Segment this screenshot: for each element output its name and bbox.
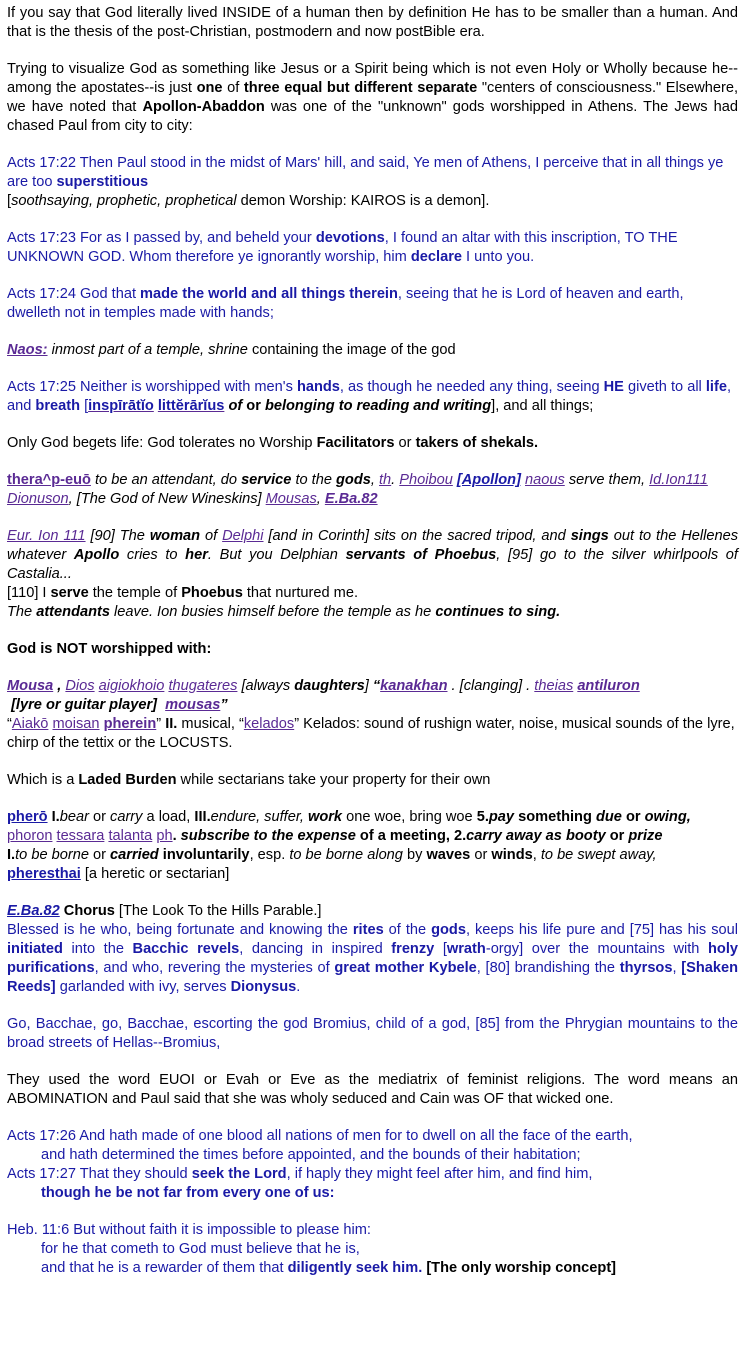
text: “ [372, 678, 381, 694]
emphasis: subscribe to the expense [180, 828, 356, 844]
emphasis: III. [194, 809, 211, 825]
emphasis: continues to sing. [435, 604, 561, 620]
text: ], and all things; [491, 398, 594, 414]
link-delphi[interactable]: Delphi [222, 528, 264, 544]
emphasis: servants of Phoebus [345, 547, 497, 563]
link-inspiratio[interactable]: inspīrātĭo [88, 398, 154, 414]
paragraph-naos [7, 341, 738, 360]
emphasis: something [514, 809, 596, 825]
emphasis: 5. [476, 809, 489, 825]
emphasis: gods [336, 472, 371, 488]
italic-text: . But you Delphian [207, 547, 346, 563]
link-naous[interactable]: naous [525, 472, 565, 488]
emphasis: [lyre or guitar player] [11, 697, 158, 713]
link-mousas[interactable]: Mousas [265, 491, 317, 507]
italic-text: inmost part of a temple, shrine [47, 342, 248, 358]
text: ” Kelados: sound of rushign water, noise, musical sounds of the lyre, chirp of the tettix or the LOCUSTS. [7, 716, 735, 751]
paragraph-acts-17-26-27 [7, 1127, 738, 1203]
emphasis: Facilitators [316, 435, 395, 451]
link-moisan[interactable]: moisan [52, 716, 100, 732]
link-th[interactable]: th [379, 472, 392, 488]
paragraph-visualize-god [7, 60, 738, 136]
paragraph-acts-17-25 [7, 378, 738, 416]
italic-text: , [The God of New Wineskins] [68, 491, 266, 507]
text: [a heretic or sectarian] [80, 866, 230, 882]
scripture-text: [ [80, 398, 89, 414]
text: or [242, 398, 265, 414]
italic-text: soothsaying, prophetic, prophetical [11, 193, 237, 209]
paragraph-phero: pherō I.bear or carry a load, III.endure, suffer, work one woe, bring woe 5.pay something due or owing, phoron tessara talanta ph. subscribe to the expense of a meeting, 2.carry away as booty or prize I.to be borne or carried involuntarily, esp. to be borne along by waves or winds, to be swept away, pheresthai [a heretic or sectarian] [7, 809, 691, 882]
link-apollon[interactable]: [Apollon] [456, 472, 521, 488]
blessed-passage: Blessed is he who, being fortunate and knowing the rites of the gods, keeps his life pure and [75] has his soul initiated into the Bacchic revels, dancing in inspired frenzy [wrath-orgy] over the mountains with holy purifications, and who, revering the mysteries of great mother Kybele, [80] brandishing the thyrsos, [Shaken Reeds] garlanded with ivy, serves Dionysus. [7, 922, 739, 995]
scripture-text: Acts 17:23 For as I passed by, and beheld your [7, 230, 316, 246]
emphasis: carry away as booty [466, 828, 606, 844]
emphasis: takers of shekals. [415, 435, 539, 451]
text: ” [220, 697, 228, 713]
emphasis: made the world and all things therein [140, 286, 398, 302]
emphasis: breath [35, 398, 81, 414]
scripture-text: Acts 17:26 And hath made of one blood all nations of men for to dwell on all the face of the earth, [7, 1128, 633, 1144]
text: Trying to visualize God as something like Jesus or a Spirit being which is not even Holy or Wholly because he--among the apostates--is just [7, 61, 738, 96]
text: “ [7, 716, 12, 732]
italic-text: serve them, [564, 472, 650, 488]
emphasis: one [196, 80, 223, 96]
text: Which is a [7, 772, 79, 788]
link-theias[interactable]: theias [534, 678, 574, 694]
emphasis: serve [50, 585, 89, 601]
paragraph-thesis: If you say that God literally lived INSIDE of a human then by definition He has to be smaller than a human. And that is the thesis of the post-Christian, postmodern and now postBible era. [7, 5, 738, 40]
emphasis: pay [488, 809, 515, 825]
emphasis: hands [296, 379, 340, 395]
link-dios[interactable]: Dios [65, 678, 95, 694]
scripture-text: Acts 17:22 Then Paul stood in the midst of Mars' hill, and said, Ye men of Athens, I perceive that in all things ye are too [7, 155, 724, 190]
emphasis: involuntarily [158, 847, 250, 863]
paragraph-therapeuo [7, 471, 738, 509]
text: [110] I [7, 585, 51, 601]
paragraph-mousa [7, 677, 738, 753]
scripture-text: , and [7, 379, 732, 414]
emphasis: life [705, 379, 727, 395]
italic-text: , [370, 472, 379, 488]
italic-text: leave. Ion busies himself before the temple as he [110, 604, 436, 620]
scripture-text: for he that cometh to God must believe that he is, [41, 1241, 360, 1257]
paragraph-acts-17-23 [7, 229, 738, 267]
italic-text: cries to [119, 547, 186, 563]
text: ” [156, 716, 166, 732]
emphasis: prize [628, 828, 663, 844]
emphasis: Apollon-Abaddon [142, 99, 265, 115]
emphasis: Chorus [59, 903, 115, 919]
emphasis: declare [410, 249, 462, 265]
text: "centers of consciousness." Elsewhere, we have noted that [7, 80, 739, 115]
link-eur-ion-111[interactable]: Eur. Ion 111 [7, 528, 86, 544]
link-phero[interactable]: pherō [7, 809, 48, 825]
link-pherein[interactable]: pherein [103, 716, 157, 732]
link-thugateres[interactable]: thugateres [168, 678, 238, 694]
emphasis: winds [491, 847, 533, 863]
emphasis: woman [149, 528, 201, 544]
emphasis: waves [426, 847, 471, 863]
text: was one of the "unknown" gods worshipped in Athens. The Jews had chased Paul from city to city: [7, 99, 738, 134]
link-pheresthai[interactable]: pheresthai [7, 866, 81, 882]
text: demon Worship: KAIROS is a demon]. [236, 193, 490, 209]
link-e-ba-82-2[interactable]: E.Ba.82 [7, 903, 60, 919]
text: musical, “ [177, 716, 244, 732]
italic-text: , [316, 491, 325, 507]
text: , [53, 678, 66, 694]
heb-last-line: and that he is a rewarder of them that diligently seek him. [The only worship concept] [41, 1260, 617, 1276]
paragraph-only-god [7, 434, 738, 453]
italic-text: , [95] go to the silver whirlpools of Castalia... [7, 547, 738, 582]
scripture-text: and hath determined the times before appointed, and the bounds of their habitation; [41, 1147, 581, 1163]
italic-text: [and in Corinth] sits on the sacred tripod, and [263, 528, 571, 544]
paragraph-go-bacchae: Go, Bacchae, go, Bacchae, escorting the god Bromius, child of a god, [85] from the Phrygian mountains to the broad streets of Hellas--Bromius, [7, 1016, 738, 1051]
italic-text: bear [59, 809, 89, 825]
italic-text: of [224, 398, 243, 414]
emphasis: HE [603, 379, 624, 395]
emphasis: I. [7, 847, 16, 863]
emphasis: superstitious [56, 174, 149, 190]
link-e-ba-82[interactable]: E.Ba.82 [324, 491, 378, 507]
paragraph-euoi: They used the word EUOI or Evah or Eve as the mediatrix of feminist religions. The word means an ABOMINATION and Paul said that she was wholy seduced and Cain was OF that wicked one. [7, 1072, 738, 1107]
italic-text: [always [237, 678, 295, 694]
text: while sectarians take your property for their own [176, 772, 491, 788]
italic-text: to be swept away, [540, 847, 657, 863]
text: [The Look To the Hills Parable.] [114, 903, 322, 919]
emphasis: Phoebus [181, 585, 243, 601]
link-kanakhan[interactable]: kanakhan [380, 678, 448, 694]
italic-text: to the [291, 472, 337, 488]
link-mousa[interactable]: Mousa [7, 678, 54, 694]
scripture-text: Acts 17:27 That they should [7, 1166, 192, 1182]
italic-text: to be borne [15, 847, 89, 863]
emphasis: due [595, 809, 622, 825]
emphasis: daughters [294, 678, 365, 694]
emphasis: Laded Burden [78, 772, 177, 788]
italic-text: belonging to reading and writing [264, 398, 492, 414]
emphasis: Apollo [73, 547, 120, 563]
link-mousas-2[interactable]: mousas [165, 697, 221, 713]
text: [ [7, 193, 12, 209]
link-naos[interactable]: Naos: [7, 342, 48, 358]
link-dionuson[interactable]: Dionuson [7, 491, 69, 507]
emphasis: devotions [315, 230, 385, 246]
italic-text: ] [364, 678, 373, 694]
link-kelados[interactable]: kelados [243, 716, 295, 732]
link-id-ion111[interactable]: Id.Ion111 [649, 472, 708, 488]
scripture-text: Acts 17:25 Neither is worshipped with men's [7, 379, 297, 395]
emphasis: carried [110, 847, 159, 863]
text: the temple of [88, 585, 182, 601]
text: Only God begets life: God tolerates no Worship [7, 435, 317, 451]
link-talanta[interactable]: talanta [108, 828, 153, 844]
scripture-text: Acts 17:24 God that [7, 286, 141, 302]
link-aigiokhoio[interactable]: aigiokhoio [98, 678, 165, 694]
italic-text: out to the Hellenes whatever [7, 528, 739, 563]
italic-text: to be borne along [289, 847, 403, 863]
emphasis: though he be not far from every one of us: [41, 1185, 335, 1201]
emphasis: sings [570, 528, 609, 544]
heading-not-worshipped: God is NOT worshipped with: [7, 641, 212, 657]
emphasis: three equal but different separate [243, 80, 478, 96]
emphasis: II. [165, 716, 178, 732]
link-aiako[interactable]: Aiakō [11, 716, 49, 732]
paragraph-laded-burden [7, 771, 738, 790]
emphasis: work [307, 809, 343, 825]
scripture-text: , I found an altar with this inscription, TO THE UNKNOWN GOD. Whom therefore ye ignorantly worship, him [7, 230, 678, 265]
italic-text: The [7, 604, 37, 620]
italic-text: endure, suffer, [210, 809, 308, 825]
text: containing the image of the god [247, 342, 456, 358]
link-ph[interactable]: ph [156, 828, 173, 844]
link-litterarius[interactable]: littĕrārĭus [157, 398, 225, 414]
link-therapeuo[interactable]: thera^p-euō [7, 472, 91, 488]
document-body [7, 4, 738, 1278]
scripture-text: , as though he needed any thing, seeing [339, 379, 604, 395]
emphasis: I. [51, 809, 60, 825]
italic-text: . [clanging] . [447, 678, 535, 694]
link-tessara[interactable]: tessara [56, 828, 105, 844]
text: of [222, 80, 244, 96]
paragraph-eur-ion [7, 527, 738, 622]
text: or [394, 435, 416, 451]
link-phoron[interactable]: phoron [7, 828, 53, 844]
emphasis: her [185, 547, 208, 563]
link-phoibou[interactable]: Phoibou [399, 472, 453, 488]
italic-text: [90] The [85, 528, 150, 544]
scripture-text: , seeing that he is Lord of heaven and earth, dwelleth not in temples made with hands; [7, 286, 684, 321]
italic-text: to be an attendant, do [90, 472, 242, 488]
scripture-text: Heb. 11:6 But without faith it is impossible to please him: [7, 1222, 371, 1238]
scripture-text: I unto you. [462, 249, 535, 265]
scripture-text: , if haply they might feel after him, and find him, [286, 1166, 593, 1182]
italic-text: carry [110, 809, 143, 825]
link-antiluron[interactable]: antiluron [577, 678, 640, 694]
emphasis: seek the Lord [191, 1166, 287, 1182]
emphasis: owing, [644, 809, 691, 825]
italic-text: . [391, 472, 400, 488]
emphasis: 2. [453, 828, 467, 844]
italic-text: of [200, 528, 223, 544]
scripture-text: giveth to all [623, 379, 706, 395]
text: that nurtured me. [242, 585, 359, 601]
emphasis: attendants [36, 604, 110, 620]
paragraph-e-ba-82 [7, 902, 738, 997]
emphasis: service [241, 472, 292, 488]
paragraph-acts-17-22 [7, 154, 738, 211]
paragraph-hebrews-11-6 [7, 1221, 738, 1278]
paragraph-acts-17-24 [7, 285, 738, 323]
